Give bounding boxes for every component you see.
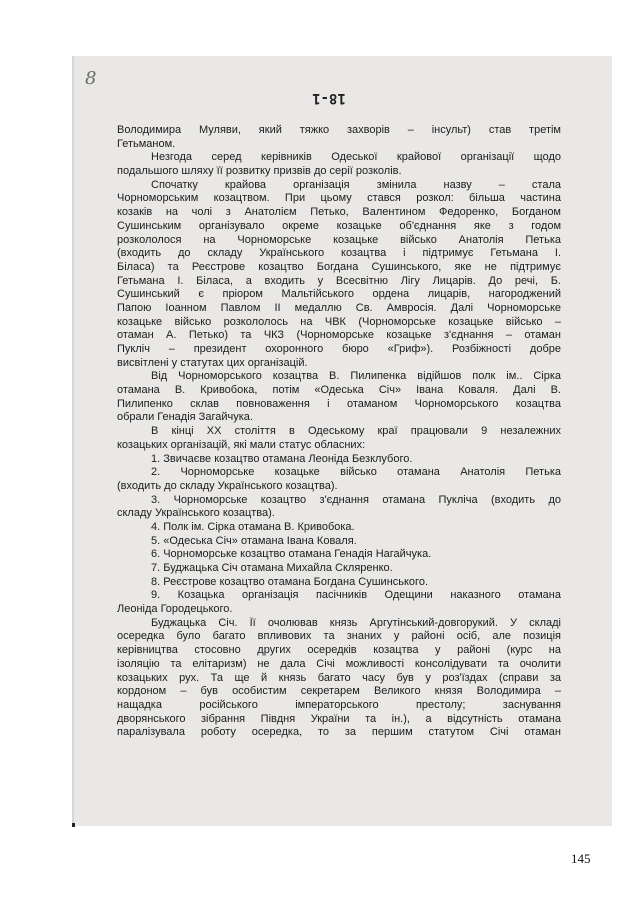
text-line: козаків на чолі з Анатолієм Петько, Валентином Федоренко, Богданом	[117, 206, 561, 219]
text-line: обрали Генадія Загайчука.	[117, 411, 253, 424]
text-line: Володимира Муляви, який тяжко захворів – інсульт) став третім	[117, 124, 561, 136]
document-body-text	[117, 124, 561, 740]
text-line: козацьке військо розкололось на ЧВК (Чорноморське козацьке військо –	[117, 315, 561, 328]
text-line: 8. Реєстрове козацтво отамана Богдана Сушинського.	[151, 575, 428, 588]
text-line: 9. Козацька організація пасічників Одещини наказного отамана	[151, 589, 561, 602]
text-line: Сушинським організувало окреме козацьке об'єднання яке з годом	[117, 219, 561, 232]
text-line: кордоном – був особистим секретарем Великого князя Володимира –	[117, 685, 561, 698]
text-line: Спочатку крайова організація змінила назву – стала	[151, 178, 561, 191]
page-number: 145	[571, 851, 591, 866]
handwritten-page-mark: 8	[85, 68, 97, 89]
text-line: В кінці ХХ століття в Одеському краї працювали 9 незалежних	[151, 425, 561, 438]
text-line: осередка було багато впливових та знаних у районі осіб, але позиція	[117, 630, 561, 643]
text-line: Папою Іоанном Павлом ІІ медаллю Св. Амвросія. Далі Чорноморське	[117, 301, 561, 314]
text-line: 4. Полк ім. Сірка отамана В. Кривобока.	[151, 520, 355, 533]
margin-mark	[72, 823, 75, 827]
text-line: 7. Буджацька Січ отамана Михайла Скляренко.	[151, 562, 393, 574]
text-line: дворянського зібрання Півдня України та ін.), а відсутність отамана	[117, 712, 561, 725]
text-line: отаман А. Петько) та ЧКЗ (Чорноморське козацьке з'єднання – отаман	[117, 329, 561, 342]
text-line: отамана В. Кривобока, потім «Одеська Січ» Івана Коваля. Далі В.	[117, 384, 561, 397]
text-line: складу Українського козацтва).	[117, 507, 275, 520]
archive-sheet-number: 18-1	[312, 90, 346, 106]
text-line: 5. «Одеська Січ» отамана Івана Коваля.	[151, 534, 357, 547]
text-line: Гетьмана І. Біласа, а входить у Всесвітню Лігу Лицарів. До речі, Б.	[117, 274, 561, 287]
text-line: 1. Звичаєве козацтво отамана Леоніда Безклубого.	[151, 452, 413, 465]
text-line: ізоляцію та елітаризм) не дала Січі можливості консолідувати та очолити	[117, 657, 561, 670]
text-line: Незгода серед керівників Одеської крайової організації щодо	[151, 151, 561, 164]
text-line: Буджацька Січ. Її очолював князь Аргутінський-довгорукий. У складі	[151, 616, 561, 629]
scan-edge-shadow	[72, 56, 74, 826]
text-line: Леоніда Городецького.	[117, 603, 233, 616]
text-line: паралізувала роботу осередка, то за першим статутом Січі отаман	[117, 726, 561, 739]
text-line: (входить до складу Українського козацтва і підтримує Гетьмана І.	[117, 247, 561, 260]
text-line: Біласа) та Реєстрове козацтво Богдана Сушинського, яке не підтримує	[117, 260, 561, 273]
text-line: (входить до складу Українського козацтва).	[117, 479, 338, 492]
text-line: 6. Чорноморське козацтво отамана Генадія Нагайчука.	[151, 548, 432, 561]
text-line: Чорноморським козацтвом. При цьому стався розкол: більша частина	[117, 192, 561, 205]
text-line: розкололося на Чорноморське козацьке військо Анатолія Петька	[117, 233, 561, 246]
text-line: козацьких організацій, які мали статус обласних:	[117, 438, 366, 451]
text-line: Пилипенко склав повноваження і отаманом Чорноморського козацтва	[117, 397, 561, 410]
text-line: подальшого шляху її розвитку призвів до серії розколів.	[117, 165, 402, 178]
text-line: 3. Чорноморське козацтво з'єднання отамана Пукліча (входить до	[151, 493, 561, 506]
text-line: Від Чорноморського козацтва В. Пилипенка відійшов полк ім.. Сірка	[151, 370, 561, 383]
text-line: козацьких рух. Та ще й князь багато часу був у роз'їздах (справи за	[117, 671, 561, 684]
text-line: висвітлені у статутах цих організацій.	[117, 356, 308, 369]
text-line: Пукліч – президент охоронного бюро «Гриф»). Розбіжності добре	[117, 343, 561, 355]
text-line: Гетьманом.	[117, 137, 176, 150]
text-line: нащадка російського імператорського престолу; заснування	[117, 698, 561, 711]
text-line: керівництва стосовно других осередків козацтва у районі (курс на	[117, 644, 561, 657]
text-line: Сушинський є пріором Мальтійського ордена лицарів, нагороджений	[117, 288, 561, 301]
text-line: 2. Чорноморське козацьке військо отамана Анатолія Петька	[151, 466, 561, 479]
